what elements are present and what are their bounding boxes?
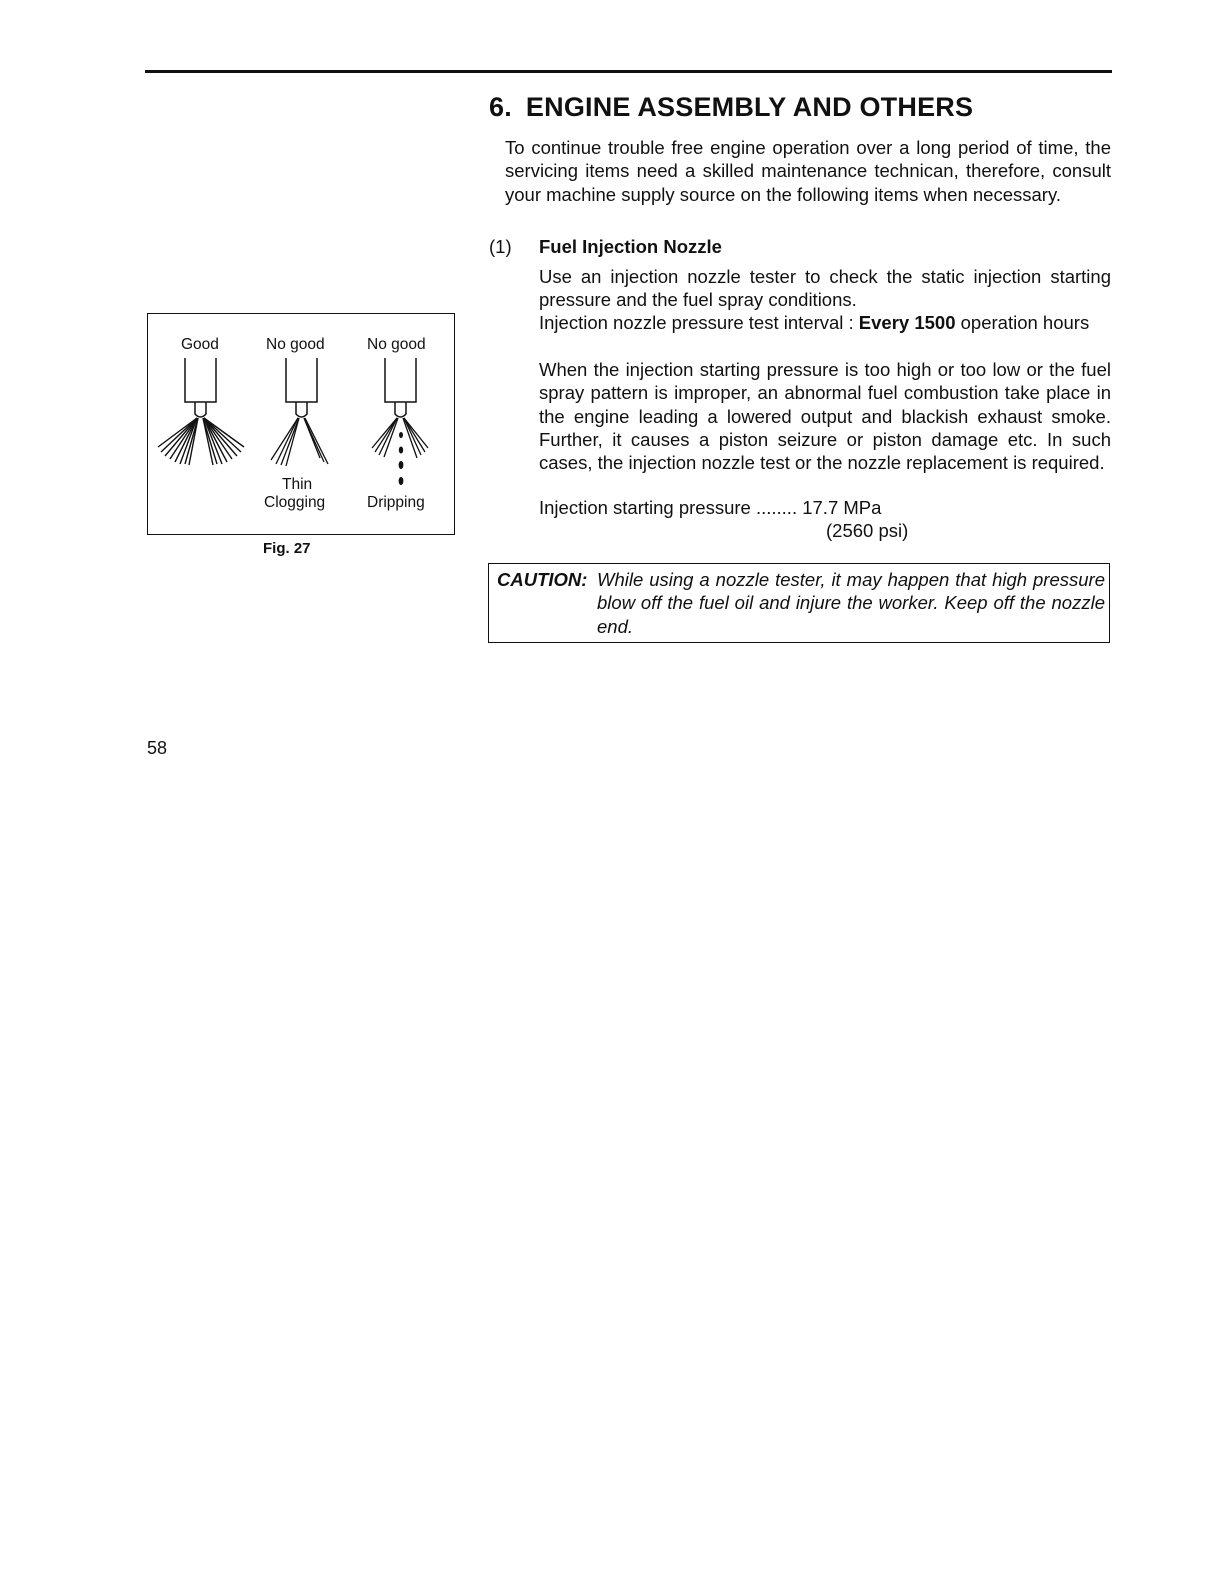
- pressure-warning-paragraph: When the injection starting pressure is too high or too low or the fuel spray pattern is improper, an abnormal fuel combustion take place in the engine leading a lowered output and blackish exhaust smoke. Further, it causes a piston seizure or piston damage etc. In such cases, the injection nozzle test or the nozzle replacement is required.: [539, 359, 1111, 474]
- thin-spray-icon: [271, 418, 328, 466]
- header-rule: [145, 70, 1112, 73]
- label-no-good-2: No good: [367, 336, 426, 353]
- label-thin: Thin: [282, 476, 313, 493]
- nozzle-tester-paragraph: Use an injection nozzle tester to check the static injection starting pressure and the fuel spray conditions.: [539, 266, 1111, 311]
- nozzle-spray-figure: [147, 313, 455, 535]
- label-dripping: Dripping: [367, 494, 425, 511]
- subsection-number: (1): [489, 236, 512, 257]
- good-nozzle-icon: [185, 358, 216, 417]
- page-number: 58: [147, 738, 168, 758]
- good-spray-icon: [158, 418, 244, 465]
- section-title: [489, 92, 973, 123]
- caution-label: CAUTION:: [497, 569, 588, 590]
- label-good: Good: [181, 336, 219, 353]
- section-title-text: ENGINE ASSEMBLY AND OTHERS: [525, 92, 974, 122]
- pressure-spec-psi: (2560 psi): [826, 520, 909, 541]
- section-number: 6.: [489, 92, 512, 122]
- dripping-nozzle-icon: [385, 358, 416, 417]
- label-clogging: Clogging: [264, 494, 326, 511]
- figure-caption: Fig. 27: [263, 540, 311, 557]
- fuel-drip-dots-icon: [399, 432, 404, 485]
- caution-text: While using a nozzle tester, it may happen that high pressure blow off the fuel oil and injure the worker. Keep off the nozzle end.: [597, 569, 1105, 637]
- intro-paragraph: To continue trouble free engine operation over a long period of time, the servicing items need a skilled maintenance technican, therefore, consult your machine supply source on the following items when necessary.: [505, 137, 1111, 205]
- caution-box: [488, 563, 1110, 643]
- interval-value: Every 1500: [858, 312, 956, 333]
- subsection-heading: [489, 236, 722, 258]
- pressure-spec: Injection starting pressure ........ 17.7 MPa: [539, 497, 882, 518]
- subsection-title: Fuel Injection Nozzle: [539, 236, 722, 257]
- thin-clogging-nozzle-icon: [286, 358, 317, 417]
- test-interval-paragraph: [539, 311, 1111, 334]
- interval-prefix: Injection nozzle pressure test interval :: [539, 312, 859, 333]
- interval-suffix: operation hours: [955, 312, 1090, 333]
- label-no-good-1: No good: [266, 336, 325, 353]
